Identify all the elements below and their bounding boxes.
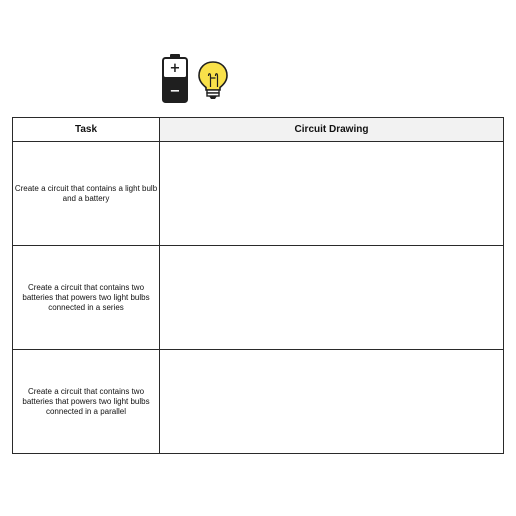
task-column-header: Task xyxy=(13,118,160,142)
table-header-row xyxy=(13,118,504,142)
table-row xyxy=(13,142,504,246)
task-cell-series: Create a circuit that contains two batteries that powers two light bulbs connected in a series xyxy=(13,246,160,350)
drawing-area-single-bulb[interactable] xyxy=(160,142,504,246)
table-row xyxy=(13,350,504,454)
table-row xyxy=(13,246,504,350)
circuit-drawing-column-header: Circuit Drawing xyxy=(160,118,504,142)
task-cell-single-bulb: Create a circuit that contains a light bulb and a battery xyxy=(13,142,160,246)
svg-text:+: + xyxy=(169,61,181,76)
header-illustration xyxy=(160,53,232,107)
drawing-area-parallel[interactable] xyxy=(160,350,504,454)
light-bulb-icon xyxy=(196,60,230,100)
svg-text:−: − xyxy=(169,84,181,99)
battery-icon xyxy=(160,53,190,105)
task-cell-parallel: Create a circuit that contains two batteries that powers two light bulbs connected in a parallel xyxy=(13,350,160,454)
drawing-area-series[interactable] xyxy=(160,246,504,350)
circuit-task-table xyxy=(12,117,504,454)
